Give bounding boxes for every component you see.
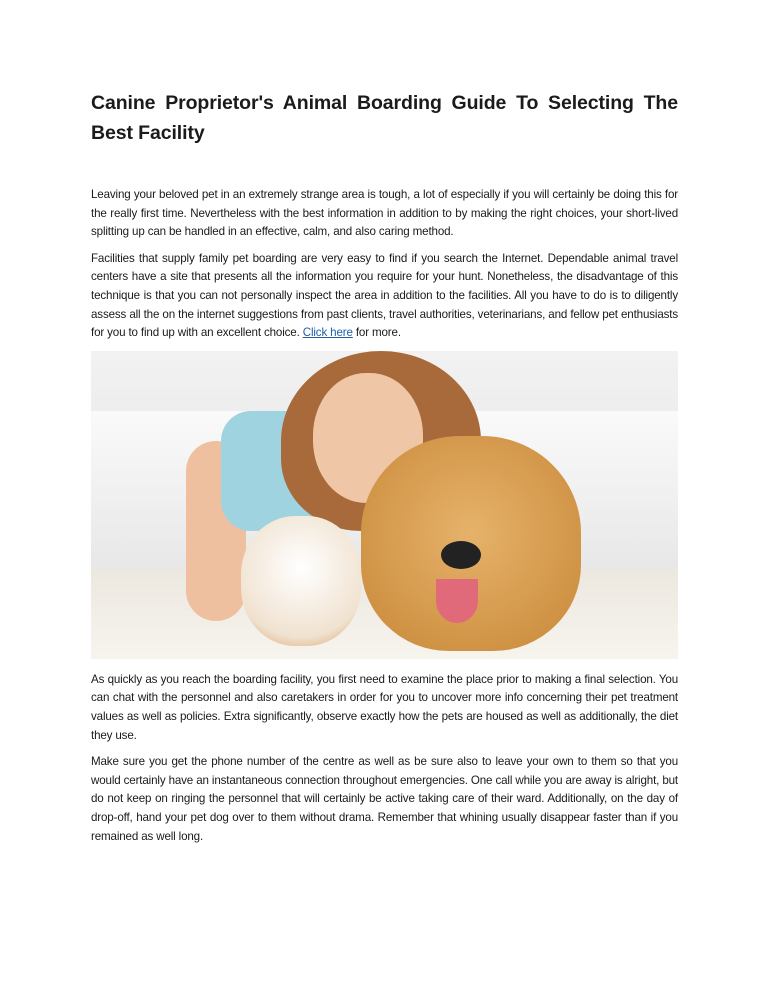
link-suffix: for more. — [352, 326, 401, 340]
dog-nose — [441, 541, 481, 569]
paragraph-4: Make sure you get the phone number of the centre as well as be sure also to leave your own to them so that you would certainly have an instantaneous connection throughout emergencies. One call while you are away is alright, but do not keep on ringing the personnel that will certainly be active taking care of their ward. Additionally, on the day of drop-off, hand your pet dog over to them without drama. Remember that whining usually disappear faster than if you remained as well long. — [91, 755, 678, 843]
page-title: Canine Proprietor's Animal Boarding Guide To Selecting The Best Facility — [91, 92, 678, 144]
paragraph-1: Leaving your beloved pet in an extremely strange area is tough, a lot of especially if you will certainly be doing this for the really first time. Nevertheless with the best information in addition to by making the right choices, your short-lived splitting up can be handled in an effective, calm, and also caring method. — [91, 188, 678, 239]
click-here-link[interactable]: Click here — [302, 326, 353, 340]
paragraph-2-text: Facilities that supply family pet boarding are very easy to find if you search the Internet. Dependable animal travel centers have a site that presents all the information you require for your hunt. Nonetheless, the disadvantage of this technique is that you can not personally inspect the area in addition to the facilities. All you have to do is to diligently assess all the on the internet suggestions from past clients, travel authorities, veterinarians, and fellow pet enthusiasts for you to find up with an excellent choice. — [91, 251, 678, 340]
woman-dog-cat-photo — [91, 351, 678, 659]
dog-tongue — [436, 579, 478, 623]
document-page — [91, 88, 678, 854]
paragraph-3: As quickly as you reach the boarding facility, you first need to examine the place prior to making a final selection. You can chat with the personnel and also caretakers in order for you to uncover more info concerning their pet treatment values as well as policies. Extra significantly, observe exactly how the pets are housed as well as additionally, the diet they use. — [91, 672, 678, 742]
cat — [241, 516, 361, 646]
paragraph-2 — [91, 250, 678, 343]
